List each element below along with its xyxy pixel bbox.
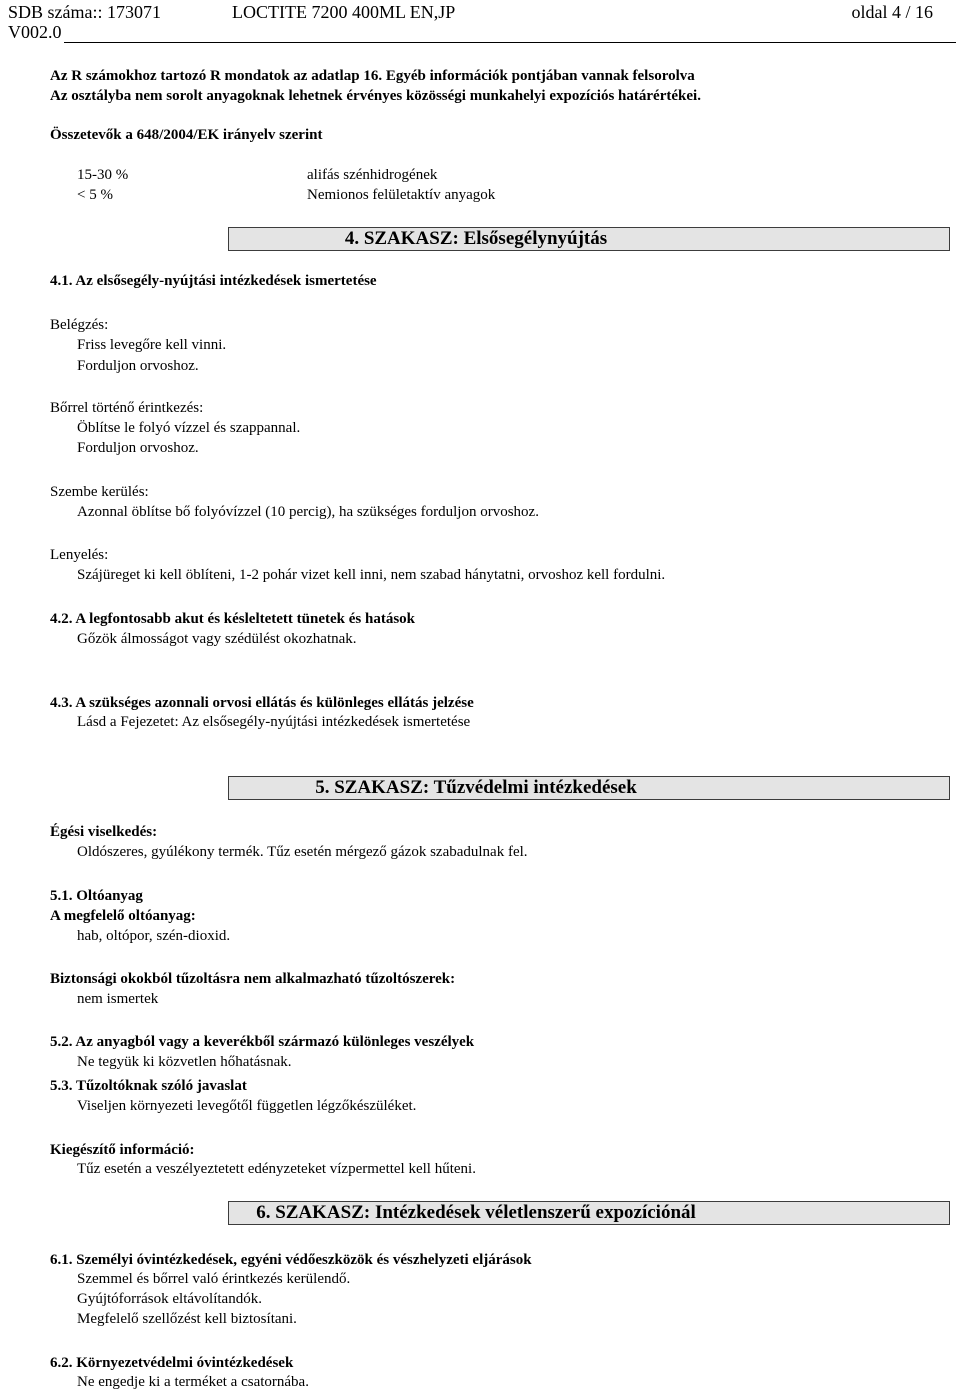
note-r-phrases: Az R számokhoz tartozó R mondatok az adatlap 16. Egyéb információk pontjában vannak felsorolva: [50, 68, 695, 84]
burning-behaviour-label: Égési viselkedés:: [50, 824, 158, 840]
subsection-4-2-line: Gőzök álmosságot vagy szédülést okozhatnak.: [77, 631, 357, 647]
section-4-title: 4. SZAKASZ: Elsősegélynyújtás: [344, 228, 608, 249]
product-name: LOCTITE 7200 400ML EN,JP: [232, 2, 456, 22]
subsection-4-3-title: 4.3. A szükséges azonnali orvosi ellátás és különleges ellátás jelzése: [50, 695, 474, 711]
subsection-4-3-line: Lásd a Fejezetet: Az elsősegély-nyújtási intézkedések ismertetése: [77, 714, 471, 730]
sdb-number: SDB száma:: 173071: [8, 2, 161, 22]
page-indicator: oldal 4 / 16: [851, 2, 933, 22]
subsection-5-2-line: Ne tegyük ki közvetlen hőhatásnak.: [77, 1054, 292, 1070]
skin-contact-line: Forduljon orvoshoz.: [77, 440, 199, 456]
unsuitable-media-label: Biztonsági okokból tűzoltásra nem alkalmazható tűzoltószerek:: [50, 971, 456, 987]
inhalation-line: Forduljon orvoshoz.: [77, 358, 199, 374]
component-range: < 5 %: [77, 187, 113, 203]
subsection-6-1-line: Gyújtóforrások eltávolítandók.: [77, 1291, 262, 1307]
additional-info-label: Kiegészítő információ:: [50, 1142, 195, 1158]
component-range: 15-30 %: [77, 167, 129, 183]
component-name: alifás szénhidrogének: [307, 167, 438, 183]
skin-contact-label: Bőrrel történő érintkezés:: [50, 400, 204, 416]
header-divider: [64, 42, 956, 43]
components-title: Összetevők a 648/2004/EK irányelv szerint: [50, 127, 323, 143]
ingestion-label: Lenyelés:: [50, 547, 109, 563]
ingestion-line: Szájüreget ki kell öblíteni, 1-2 pohár vizet kell inni, nem szabad hánytatni, orvoshoz kell fordulni.: [77, 567, 666, 583]
subsection-6-1-title: 6.1. Személyi óvintézkedések, egyéni védőeszközök és vészhelyzeti eljárások: [50, 1252, 532, 1268]
suitable-media-line: hab, oltópor, szén-dioxid.: [77, 928, 231, 944]
section-5-title: 5. SZAKASZ: Tűzvédelmi intézkedések: [315, 777, 637, 798]
subsection-6-1-line: Megfelelő szellőzést kell biztosítani.: [77, 1311, 297, 1327]
eye-contact-line: Azonnal öblítse bő folyóvízzel (10 percig), ha szükséges forduljon orvoshoz.: [77, 504, 539, 520]
component-name: Nemionos felületaktív anyagok: [307, 187, 496, 203]
document-version: V002.0: [8, 22, 62, 42]
suitable-media-label: A megfelelő oltóanyag:: [50, 908, 196, 924]
subsection-5-1-title: 5.1. Oltóanyag: [50, 888, 143, 904]
additional-info-line: Tűz esetén a veszélyeztetett edényzeteket vízpermettel kell hűteni.: [77, 1161, 476, 1177]
subsection-6-2-line: Ne engedje ki a terméket a csatornába.: [77, 1374, 309, 1390]
section-6-title: 6. SZAKASZ: Intézkedések véletlenszerű expozíciónál: [256, 1202, 696, 1223]
unsuitable-media-line: nem ismertek: [77, 991, 159, 1007]
subsection-6-2-title: 6.2. Környezetvédelmi óvintézkedések: [50, 1355, 294, 1371]
inhalation-line: Friss levegőre kell vinni.: [77, 337, 227, 353]
subsection-4-2-title: 4.2. A legfontosabb akut és késleltetett tünetek és hatások: [50, 611, 416, 627]
subsection-6-1-line: Szemmel és bőrrel való érintkezés kerülendő.: [77, 1271, 351, 1287]
subsection-5-3-line: Viseljen környezeti levegőtől független légzőkészüléket.: [77, 1098, 417, 1114]
subsection-5-3-title: 5.3. Tűzoltóknak szóló javaslat: [50, 1078, 247, 1094]
skin-contact-line: Öblítse le folyó vízzel és szappannal.: [77, 420, 301, 436]
inhalation-label: Belégzés:: [50, 317, 109, 333]
note-exposure-limits: Az osztályba nem sorolt anyagoknak lehetnek érvényes közösségi munkahelyi expozíciós határértékei.: [50, 88, 701, 104]
eye-contact-label: Szembe kerülés:: [50, 484, 149, 500]
subsection-5-2-title: 5.2. Az anyagból vagy a keverékből származó különleges veszélyek: [50, 1034, 475, 1050]
subsection-4-1-title: 4.1. Az elsősegély-nyújtási intézkedések ismertetése: [50, 273, 377, 289]
burning-behaviour-line: Oldószeres, gyúlékony termék. Tűz esetén mérgező gázok szabadulnak fel.: [77, 844, 528, 860]
